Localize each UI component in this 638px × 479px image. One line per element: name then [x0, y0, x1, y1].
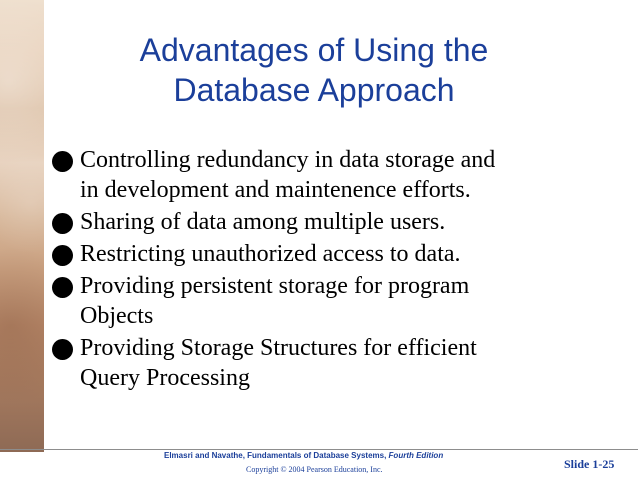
bullet-line: Providing persistent storage for program [80, 273, 470, 299]
bullet-line: in development and maintenence efforts. [80, 177, 471, 203]
bullet-item [50, 145, 605, 205]
bullet-dot-icon [52, 213, 73, 234]
bullet-dot-icon [52, 277, 73, 298]
bullet-item [50, 333, 605, 393]
slide-title [54, 30, 574, 110]
bullet-dot-icon [52, 245, 73, 266]
bullet-list [50, 145, 605, 395]
footer-book-title: Elmasri and Navathe, Fundamentals of Database Systems, [164, 451, 387, 460]
bullet-item [50, 207, 605, 237]
bullet-line: Query Processing [80, 365, 250, 391]
bullet-line: Controlling redundancy in data storage and [80, 147, 496, 173]
decorative-side-image [0, 0, 44, 452]
bullet-line: Sharing of data among multiple users. [80, 209, 446, 235]
title-line-2: Database Approach [173, 72, 455, 108]
bullet-dot-icon [52, 151, 73, 172]
bullet-dot-icon [52, 339, 73, 360]
footer-edition: Fourth Edition [388, 451, 444, 460]
bullet-line: Restricting unauthorized access to data. [80, 241, 461, 267]
slide-number: Slide 1-25 [564, 457, 615, 471]
bullet-item [50, 239, 605, 269]
bullet-line: Objects [80, 303, 154, 329]
footer-divider [0, 449, 638, 450]
footer-copyright: Copyright © 2004 Pearson Education, Inc. [246, 465, 383, 474]
bullet-item [50, 271, 605, 331]
bullet-line: Providing Storage Structures for efficient [80, 335, 477, 361]
footer-book-citation [164, 451, 443, 460]
title-line-1: Advantages of Using the [139, 32, 489, 68]
